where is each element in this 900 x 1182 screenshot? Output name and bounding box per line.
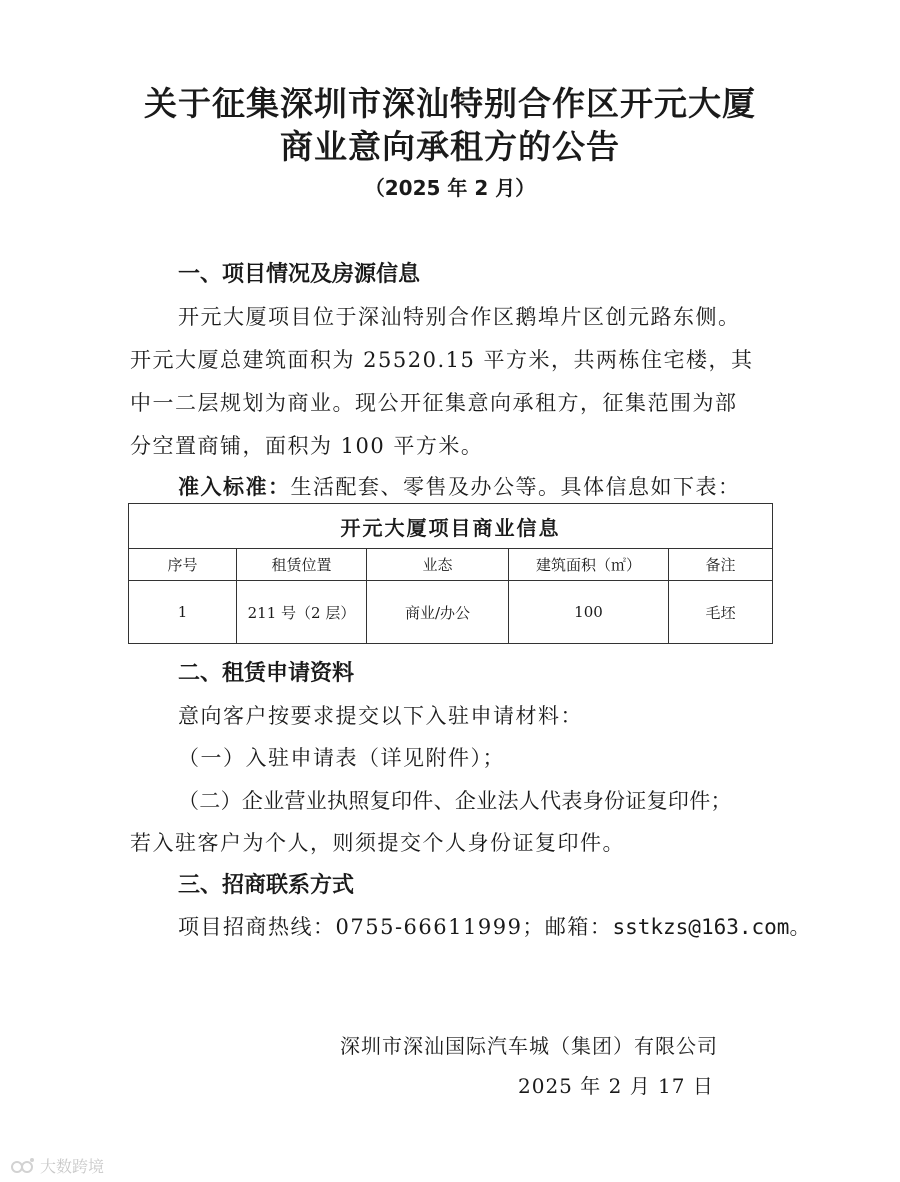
notice-title-line1: 关于征集深圳市深汕特别合作区开元大厦 [144,84,756,123]
contact-text: 项目招商热线：0755-66611999；邮箱： [178,915,613,939]
contact-end: 。 [789,915,812,939]
criteria-text: 生活配套、零售及办公等。具体信息如下表： [290,475,741,499]
criteria-label: 准入标准： [178,475,291,499]
section1-paragraph-line: 分空置商铺，面积为 100 平方米。 [130,434,484,458]
notice-date-subtitle: （2025 年 2 月） [364,176,536,200]
business-info-table [128,503,773,644]
table-header-row [129,549,773,581]
section1-heading: 一、项目情况及房源信息 [178,262,421,287]
table-header-cell: 业态 [367,549,509,581]
section2-line: 若入驻客户为个人，则须提交个人身份证复印件。 [130,831,625,855]
section1-paragraph-line: 中一二层规划为商业。现公开征集意向承租方，征集范围为部 [130,391,738,415]
watermark-logo-icon [10,1156,36,1176]
section1-paragraph-line: 开元大厦项目位于深汕特别合作区鹅埠片区创元路东侧。 [178,305,741,329]
table-cell: 毛坯 [669,581,773,644]
signature-company: 深圳市深汕国际汽车城（集团）有限公司 [340,1034,718,1058]
watermark [10,1154,104,1177]
table-header-cell: 序号 [129,549,237,581]
table-cell: 1 [129,581,237,644]
table-cell: 商业/办公 [367,581,509,644]
watermark-text: 大数跨境 [40,1157,105,1176]
criteria-line [178,477,741,498]
table-header-cell: 备注 [669,549,773,581]
section2-line: （一）入驻申请表（详见附件）； [178,746,505,770]
section2-line: 意向客户按要求提交以下入驻申请材料： [178,704,583,728]
table-header-cell: 租赁位置 [237,549,367,581]
table-caption: 开元大厦项目商业信息 [129,504,773,549]
table-row [129,581,773,644]
table-cell: 211 号（2 层） [237,581,367,644]
contact-line [178,917,812,938]
section3-heading: 三、招商联系方式 [178,873,355,898]
table-header-cell: 建筑面积（㎡） [509,549,669,581]
section2-heading: 二、租赁申请资料 [178,661,355,686]
signature-date: 2025 年 2 月 17 日 [518,1074,714,1098]
notice-title-line2: 商业意向承租方的公告 [280,127,620,166]
section1-paragraph-line: 开元大厦总建筑面积为 25520.15 平方米，共两栋住宅楼，其 [130,348,754,372]
email-link[interactable]: sstkzs@163.com [612,915,790,939]
table-cell: 100 [509,581,669,644]
section2-line: （二）企业营业执照复印件、企业法人代表身份证复印件； [178,789,732,813]
